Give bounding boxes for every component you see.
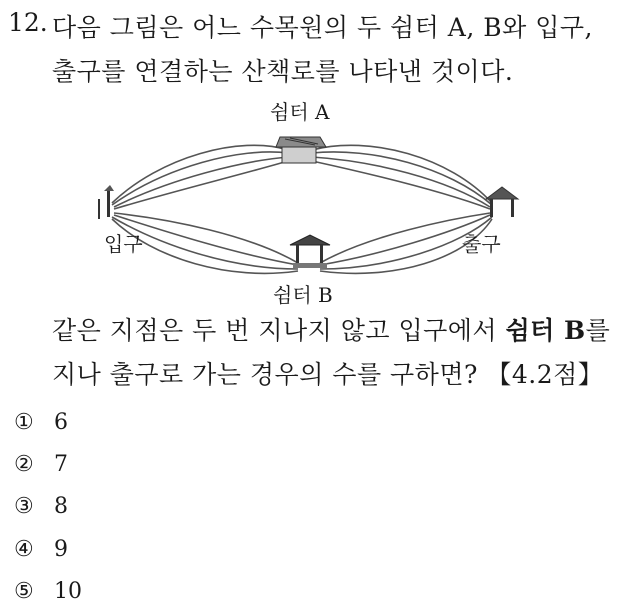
path-entrance-a-3: [114, 157, 288, 207]
option-value: 9: [54, 537, 68, 562]
option-mark: ④: [14, 537, 34, 562]
shelter-b-icon: [290, 235, 330, 268]
option-value: 8: [54, 494, 68, 519]
question-text-line-4: 지나 출구로 가는 경우의 수를 구하면? 【4.2점】: [52, 360, 604, 389]
entrance-icon: [98, 185, 114, 219]
shelter-a-label: 쉼터 A: [270, 100, 330, 124]
option-5[interactable]: [14, 579, 82, 604]
option-value: 10: [54, 579, 82, 604]
shelter-b-label: 쉼터 B: [273, 283, 333, 307]
entrance-label: 입구: [104, 232, 143, 256]
line3-bold: 쉼터 B: [505, 316, 586, 345]
option-2[interactable]: [14, 452, 68, 477]
option-value: 7: [54, 452, 68, 477]
option-mark: ③: [14, 494, 34, 519]
exit-label: 출구: [462, 232, 501, 256]
option-4[interactable]: [14, 537, 68, 562]
option-1[interactable]: [14, 410, 68, 435]
path-entrance-a-4: [114, 161, 288, 209]
question-text-line-2: 출구를 연결하는 산책로를 나타낸 것이다.: [52, 57, 514, 86]
question-number: 12.: [8, 8, 48, 37]
shelter-a-icon: [276, 137, 326, 163]
option-mark: ①: [14, 410, 34, 435]
question-text-line-1: 다음 그림은 어느 수목원의 두 쉼터 A, B와 입구,: [52, 13, 593, 42]
option-value: 6: [54, 410, 68, 435]
option-mark: ②: [14, 452, 34, 477]
option-mark: ⑤: [14, 579, 34, 604]
question-text-line-3: [52, 311, 610, 347]
line3-prefix: 같은 지점은 두 번 지나지 않고 입구에서: [52, 316, 506, 345]
line3-suffix: 를: [585, 316, 611, 345]
option-3[interactable]: [14, 494, 68, 519]
path-a-exit-1: [312, 145, 492, 203]
trail-map: [90, 95, 530, 300]
exit-icon: [486, 187, 518, 217]
